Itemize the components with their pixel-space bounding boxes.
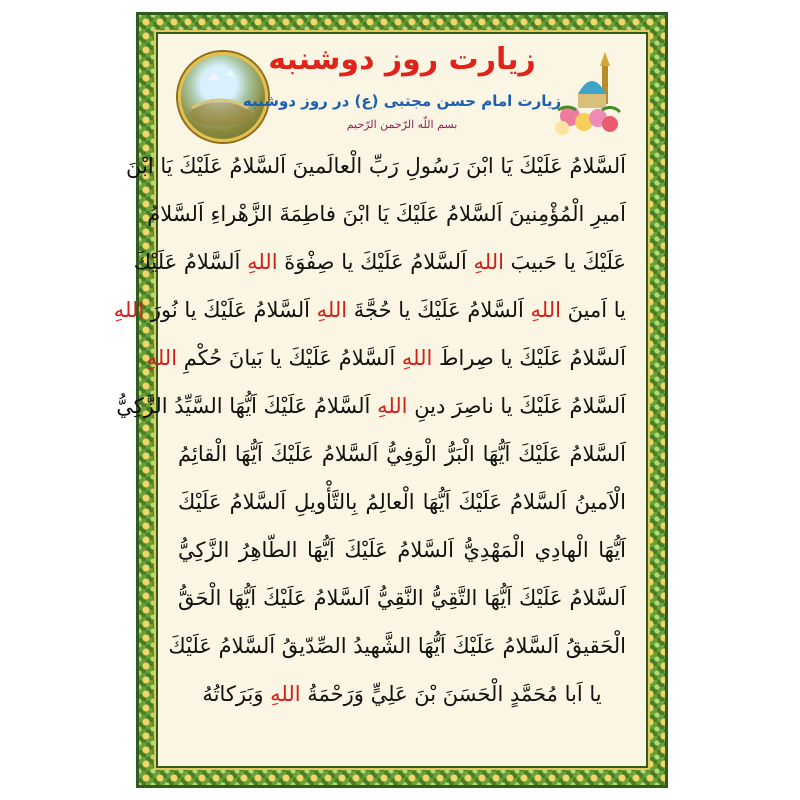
- prayer-line: اَلسَّلامُ عَلَيْكَ يا ناصِرَ دينِ اللهِ اَلسَّلامُ عَلَيْكَ اَيُّهَا السَّيِّدُ الزَّكِيُّ: [116, 394, 626, 418]
- divine-name: اللهِ: [401, 346, 433, 370]
- divine-name: اللهِ: [113, 298, 145, 322]
- prayer-line: اَميرِ الْمُؤْمِنينَ اَلسَّلامُ عَلَيْكَ يَا ابْنَ فاطِمَةَ الزَّهْراءِ اَلسَّلامُ: [147, 202, 626, 226]
- prayer-page: [113, 32, 648, 768]
- basmala: بسم اللّه الرّحمن الرّحيم: [346, 118, 458, 131]
- prayer-line: اَلسَّلامُ عَلَيْكَ اَيُّهَا التَّقِيُّ النَّقِيُّ اَلسَّلامُ عَلَيْكَ اَيُّهَا الْحَقُّ: [178, 586, 626, 610]
- divine-name: اللهِ: [270, 682, 301, 706]
- prayer-line: الْحَقيقُ اَلسَّلامُ عَلَيْكَ اَيُّهَا الشَّهيدُ الصِّدّيقُ اَلسَّلامُ عَلَيْكَ: [168, 634, 626, 658]
- divine-name: اللهِ: [146, 346, 178, 370]
- page-title: زیارت روز دوشنبه: [268, 42, 536, 77]
- prayer-text: [113, 142, 626, 750]
- prayer-card: [113, 12, 668, 788]
- prayer-line: يا اَبا مُحَمَّدٍ الْحَسَنَ بْنَ عَلِيٍّ وَرَحْمَةُ اللهِ وَبَرَكاتُهُ: [202, 682, 602, 706]
- divine-name: اللهِ: [377, 394, 408, 418]
- prayer-line: عَلَيْكَ يا حَبيبَ اللهِ اَلسَّلامُ عَلَيْكَ يا صِفْوَةَ اللهِ اَلسَّلامُ عَلَيْكَ: [133, 250, 626, 274]
- divine-name: اللهِ: [247, 250, 278, 274]
- divine-name: اللهِ: [316, 298, 348, 322]
- prayer-line: اَلسَّلامُ عَلَيْكَ يا صِراطَ اللهِ اَلسَّلامُ عَلَيْكَ يا بَيانَ حُكْمِ اللهِ: [146, 346, 626, 370]
- divine-name: اللهِ: [530, 298, 561, 322]
- prayer-line: الْاَمينُ اَلسَّلامُ عَلَيْكَ اَيُّهَا الْعالِمُ بِالتَّأْويلِ اَلسَّلامُ عَلَيْكَ: [178, 490, 626, 514]
- prayer-line: اَيُّهَا الْهادِي الْمَهْدِيُّ اَلسَّلامُ عَلَيْكَ اَيُّهَا الطّاهِرُ الزَّكِيُّ: [178, 538, 626, 562]
- page-subtitle: زیارت امام حسن مجتبی (ع) در روز دوشنبه: [242, 92, 562, 110]
- prayer-line: اَلسَّلامُ عَلَيْكَ يَا ابْنَ رَسُولِ رَبِّ الْعالَمينَ اَلسَّلامُ عَلَيْكَ يَا ابْنَ: [126, 154, 626, 178]
- prayer-line: اَلسَّلامُ عَلَيْكَ اَيُّهَا الْبَرُّ الْوَفِيُّ اَلسَّلامُ عَلَيْكَ اَيُّهَا الْقائِمُ: [178, 442, 626, 466]
- divine-name: اللهِ: [473, 250, 504, 274]
- prayer-line: يا اَمينَ اللهِ اَلسَّلامُ عَلَيْكَ يا حُجَّةَ اللهِ اَلسَّلامُ عَلَيْكَ يا نُورَ اللهِ: [113, 298, 626, 322]
